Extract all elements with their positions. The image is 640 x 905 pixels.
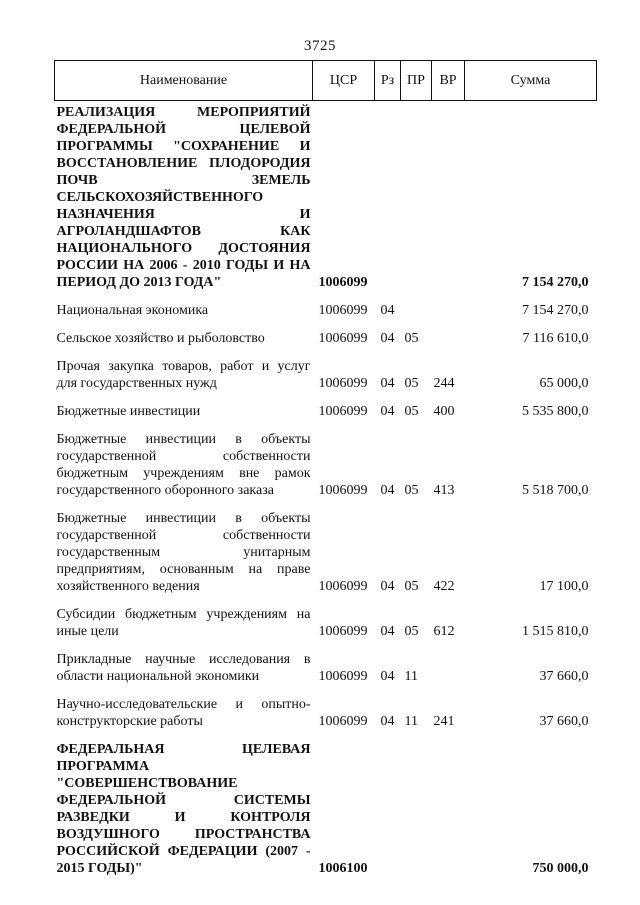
row-sum: 5 535 800,0 [522, 404, 589, 419]
row-name: РЕАЛИЗАЦИЯ МЕРОПРИЯТИЙ ФЕДЕРАЛЬНОЙ ЦЕЛЕВОЙ ПРОГРАММЫ "СОХРАНЕНИЕ И ВОССТАНОВЛЕНИЕ ПЛОДОРОДИЯ ПОЧВ ЗЕМЕЛЬ СЕЛЬСКОХОЗЯЙСТВЕННОГО НАЗНАЧЕНИЯ И АГРОЛАНДШАФТОВ КАК НАЦИОНАЛЬНОГО ДОСТОЯНИЯ РОССИИ НА 2006 - 2010 ГОДЫ И НА ПЕРИОД ДО 2013 ГОДА" [56, 105, 311, 290]
row-name: Научно-исследовательские и опытно-конструкторские работы [56, 697, 311, 729]
table-row [55, 351, 597, 396]
header-rz: Рз [375, 61, 401, 101]
table-row [55, 644, 597, 689]
header-pr: ПР [401, 61, 432, 101]
row-vr: 241 [433, 714, 455, 729]
row-pr: 05 [404, 579, 419, 594]
row-pr: 05 [404, 404, 419, 419]
row-vr: 422 [433, 579, 455, 594]
row-csr: 1006099 [318, 275, 368, 290]
row-name: Субсидии бюджетным учреждениям на иные цели [56, 607, 311, 639]
row-name: Прикладные научные исследования в области национальной экономики [56, 652, 311, 684]
row-sum: 1 515 810,0 [522, 624, 589, 639]
table-body [55, 101, 597, 882]
row-rz [375, 101, 401, 296]
row-vr [432, 734, 465, 881]
row-csr: 1006100 [318, 861, 368, 876]
row-pr: 05 [404, 483, 419, 498]
row-name: Прочая закупка товаров, работ и услуг для государственных нужд [56, 359, 311, 391]
row-vr [432, 644, 465, 689]
row-pr: 05 [404, 376, 419, 391]
row-rz: 04 [380, 376, 395, 391]
row-csr: 1006099 [318, 483, 368, 498]
row-pr [401, 101, 432, 296]
row-vr [432, 295, 465, 323]
row-pr: 11 [404, 669, 418, 684]
row-csr: 1006099 [318, 669, 368, 684]
row-rz: 04 [380, 303, 395, 318]
table-row [55, 323, 597, 351]
row-pr [401, 734, 432, 881]
row-name: Национальная экономика [56, 303, 209, 318]
row-rz: 04 [380, 331, 395, 346]
row-sum: 7 116 610,0 [522, 331, 589, 346]
row-name: Бюджетные инвестиции [56, 404, 201, 419]
table-row [55, 689, 597, 734]
row-vr: 413 [433, 483, 455, 498]
row-rz: 04 [380, 624, 395, 639]
table-row [55, 503, 597, 599]
row-name: Бюджетные инвестиции в объекты государственной собственности государственным унитарным предприятиям, основанным на праве хозяйственного ведения [56, 511, 311, 594]
row-csr: 1006099 [318, 579, 368, 594]
row-vr: 244 [433, 376, 455, 391]
row-vr: 400 [433, 404, 455, 419]
row-sum: 37 660,0 [539, 714, 589, 729]
table-header [55, 61, 597, 101]
row-rz: 04 [380, 579, 395, 594]
row-pr: 11 [404, 714, 418, 729]
row-sum: 5 518 700,0 [522, 483, 589, 498]
row-csr: 1006099 [318, 714, 368, 729]
row-pr: 05 [404, 331, 419, 346]
row-rz: 04 [380, 714, 395, 729]
row-sum: 750 000,0 [532, 861, 589, 876]
row-sum: 7 154 270,0 [522, 275, 589, 290]
budget-table [54, 60, 597, 881]
table-row [55, 396, 597, 424]
table-row [55, 295, 597, 323]
table-row [55, 599, 597, 644]
row-pr: 05 [404, 624, 419, 639]
row-pr [401, 295, 432, 323]
row-name: Бюджетные инвестиции в объекты государственной собственности бюджетным учреждениям вне рамок государственного оборонного заказа [56, 432, 311, 498]
row-vr [432, 323, 465, 351]
table-row-program [55, 734, 597, 881]
row-csr: 1006099 [318, 624, 368, 639]
header-name: Наименование [55, 61, 313, 101]
header-vr: ВР [432, 61, 465, 101]
header-sum: Сумма [465, 61, 597, 101]
row-name: Сельское хозяйство и рыболовство [56, 331, 265, 346]
row-sum: 65 000,0 [539, 376, 589, 391]
row-csr: 1006099 [318, 331, 368, 346]
row-csr: 1006099 [318, 404, 368, 419]
row-rz: 04 [380, 404, 395, 419]
row-csr: 1006099 [318, 303, 368, 318]
row-vr [432, 101, 465, 296]
table-row [55, 424, 597, 503]
header-csr: ЦСР [313, 61, 375, 101]
row-sum: 37 660,0 [539, 669, 589, 684]
row-vr: 612 [433, 624, 455, 639]
row-name: ФЕДЕРАЛЬНАЯ ЦЕЛЕВАЯ ПРОГРАММА "СОВЕРШЕНСТВОВАНИЕ ФЕДЕРАЛЬНОЙ СИСТЕМЫ РАЗВЕДКИ И КОНТРОЛЯ ВОЗДУШНОГО ПРОСТРАНСТВА РОССИЙСКОЙ ФЕДЕРАЦИИ (2007 - 2015 ГОДЫ)" [56, 742, 311, 876]
row-sum: 7 154 270,0 [522, 303, 589, 318]
row-csr: 1006099 [318, 376, 368, 391]
page-number: 3725 [304, 38, 336, 54]
row-rz: 04 [380, 483, 395, 498]
row-rz: 04 [380, 669, 395, 684]
row-rz [375, 734, 401, 881]
table-row-program [55, 101, 597, 296]
row-sum: 17 100,0 [539, 579, 589, 594]
